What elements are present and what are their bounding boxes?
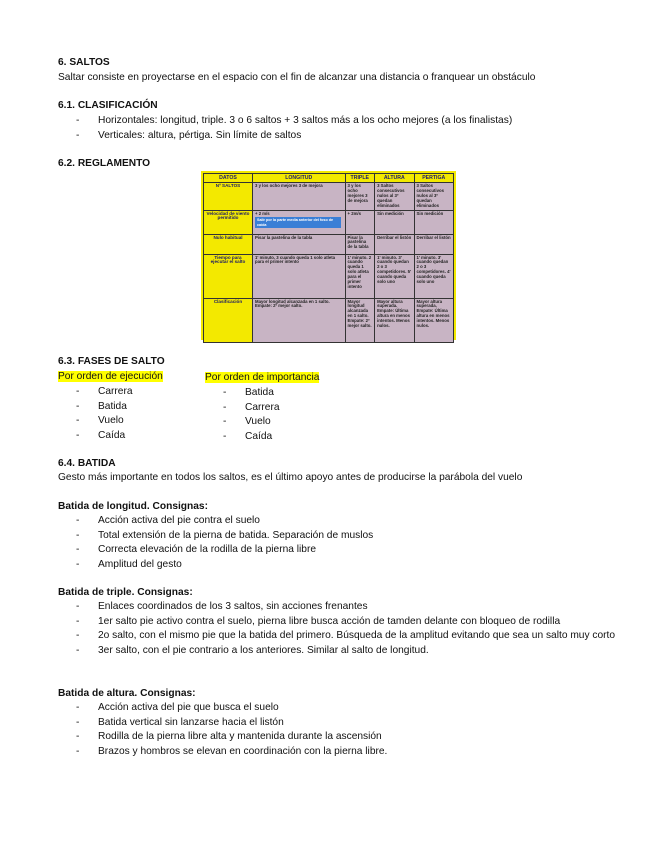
row-label: Nº SALTOS — [204, 183, 253, 211]
list-item: - Carrera — [223, 401, 280, 416]
table-cell: Pisar la pastelina de la tabla — [345, 234, 375, 254]
table-cell: Sin medición — [414, 210, 453, 234]
list-item: - Enlaces coordinados de los 3 saltos, sin acciones frenantes — [76, 600, 618, 615]
list-item: - 3er salto, con el pie contrario a los anteriores. Similar al salto de longitud. — [76, 644, 618, 659]
table-cell: Sin medición — [375, 210, 414, 234]
batida-intro: Gesto más importante en todos los saltos, es el último apoyo antes de producirse la parábola del vuelo — [58, 472, 523, 483]
table-row — [204, 183, 454, 211]
list-item: - Acción activa del pie que busca el suelo — [76, 701, 387, 716]
list-item: - Correcta elevación de la rodilla de la pierna libre — [76, 543, 373, 558]
table-cell: Mayor longitud alcanzada en 1 salto. Empate: 2º mejor salto. — [253, 298, 346, 342]
table-note: Salir por la parte media anterior del foso de caída — [255, 217, 341, 228]
table-cell: Derribar el listón — [375, 234, 414, 254]
fases-ejecucion-column — [58, 370, 163, 385]
list-item: - Caída — [223, 430, 280, 445]
cell-text: + 2 m/s — [255, 210, 270, 216]
clasificacion-list — [76, 114, 512, 143]
subheading-altura: Batida de altura. Consignas: — [58, 688, 196, 699]
fases-ejecucion-list — [76, 385, 133, 443]
reglamento-table — [203, 173, 454, 343]
fases-importancia-list — [223, 386, 280, 444]
list-item: - Batida — [223, 386, 280, 401]
table-row — [204, 234, 454, 254]
list-item: - Vuelo — [76, 414, 133, 429]
longitud-list — [76, 514, 373, 572]
saltos-intro: Saltar consiste en proyectarse en el espacio con el fin de alcanzar una distancia o franquear un obstáculo — [58, 72, 536, 83]
table-header: ALTURA — [375, 174, 414, 183]
table-header: PERTIGA — [414, 174, 453, 183]
table-cell: 1' minuto. 3 cuando queda 1 solo atleta para el primer intento — [253, 254, 346, 298]
fases-importancia-title: Por orden de importancia — [205, 372, 320, 383]
reglamento-table-image — [201, 171, 456, 340]
subheading-longitud: Batida de longitud. Consignas: — [58, 501, 208, 512]
table-cell: + 2m/s — [345, 210, 375, 234]
table-cell: Mayor longitud alcanzada en 1 salto. Empate: 2º mejor salto. — [345, 298, 375, 342]
table-cell: 3 Saltos consecutivos nulos al 3º quedan eliminados — [375, 183, 414, 211]
list-item: - Vuelo — [223, 415, 280, 430]
list-item: - Horizontales: longitud, triple. 3 o 6 saltos + 3 saltos más a los ocho mejores (a los finalistas) — [76, 114, 512, 129]
table-cell: Derribar el listón — [414, 234, 453, 254]
table-header: LONGITUD — [253, 174, 346, 183]
section-heading-reglamento: 6.2. REGLAMENTO — [58, 158, 151, 169]
list-item: - Batida — [76, 400, 133, 415]
table-cell: 3 Saltos consecutivos nulos al 3º quedan eliminados — [414, 183, 453, 211]
list-item: - Batida vertical sin lanzarse hacia el listón — [76, 716, 387, 731]
fases-importancia-column — [205, 371, 319, 386]
list-item: - Amplitud del gesto — [76, 558, 373, 573]
fases-ejecucion-title: Por orden de ejecución — [58, 371, 163, 382]
table-row — [204, 298, 454, 342]
table-header: DATOS — [204, 174, 253, 183]
section-heading-batida: 6.4. BATIDA — [58, 458, 116, 469]
row-label: Tiempo para ejecutar el salto — [204, 254, 253, 298]
row-label: Clasificación — [204, 298, 253, 342]
list-item: - 1er salto pie activo contra el suelo, pierna libre busca acción de tamden delante con bloqueo de rodilla — [76, 615, 618, 630]
list-item: - Acción activa del pie contra el suelo — [76, 514, 373, 529]
table-cell: 3 y los ocho mejores 3 de mejora — [253, 183, 346, 211]
list-item: - Carrera — [76, 385, 133, 400]
table-header: TRIPLE — [345, 174, 375, 183]
list-item: - Brazos y hombros se elevan en coordinación con la pierna libre. — [76, 745, 387, 760]
list-item: - Caída — [76, 429, 133, 444]
list-item: - Rodilla de la pierna libre alta y mantenida durante la ascensión — [76, 730, 387, 745]
altura-list — [76, 701, 387, 759]
section-heading-saltos: 6. SALTOS — [58, 57, 110, 68]
table-cell — [253, 210, 346, 234]
table-cell: Mayor altura superada. Empate: Última altura en menos intentos. Menos nulos. — [375, 298, 414, 342]
table-cell: 3 y los ocho mejores 3 de mejora — [345, 183, 375, 211]
table-row — [204, 254, 454, 298]
table-cell: 1' minuto. 3' cuando quedan 2 o 3 competidores. 5' cuando queda solo uno — [375, 254, 414, 298]
section-heading-clasificacion: 6.1. CLASIFICACIÓN — [58, 100, 158, 111]
table-cell: 1' minuto. 3' cuando quedan 2 o 3 competidores. 4' cuando queda solo uno — [414, 254, 453, 298]
triple-list — [76, 600, 618, 658]
section-heading-fases: 6.3. FASES DE SALTO — [58, 356, 165, 367]
table-cell: Pisar la pastelina de la tabla — [253, 234, 346, 254]
table-row — [204, 210, 454, 234]
subheading-triple: Batida de triple. Consignas: — [58, 587, 193, 598]
table-cell: Mayor altura superada. Empate: Última altura en menos intentos. Menos nulos. — [414, 298, 453, 342]
row-label: Velocidad de viento permitido — [204, 210, 253, 234]
list-item: - Total extensión de la pierna de batida. Separación de muslos — [76, 529, 373, 544]
list-item: - 2o salto, con el mismo pie que la batida del primero. Búsqueda de la amplitud evitando que sea un salto muy corto — [76, 629, 618, 644]
table-cell: 1' minuto. 2 cuando queda 1 solo atleta para el primer intento — [345, 254, 375, 298]
list-item: - Verticales: altura, pértiga. Sin límite de saltos — [76, 129, 512, 144]
row-label: Nulo habitual — [204, 234, 253, 254]
